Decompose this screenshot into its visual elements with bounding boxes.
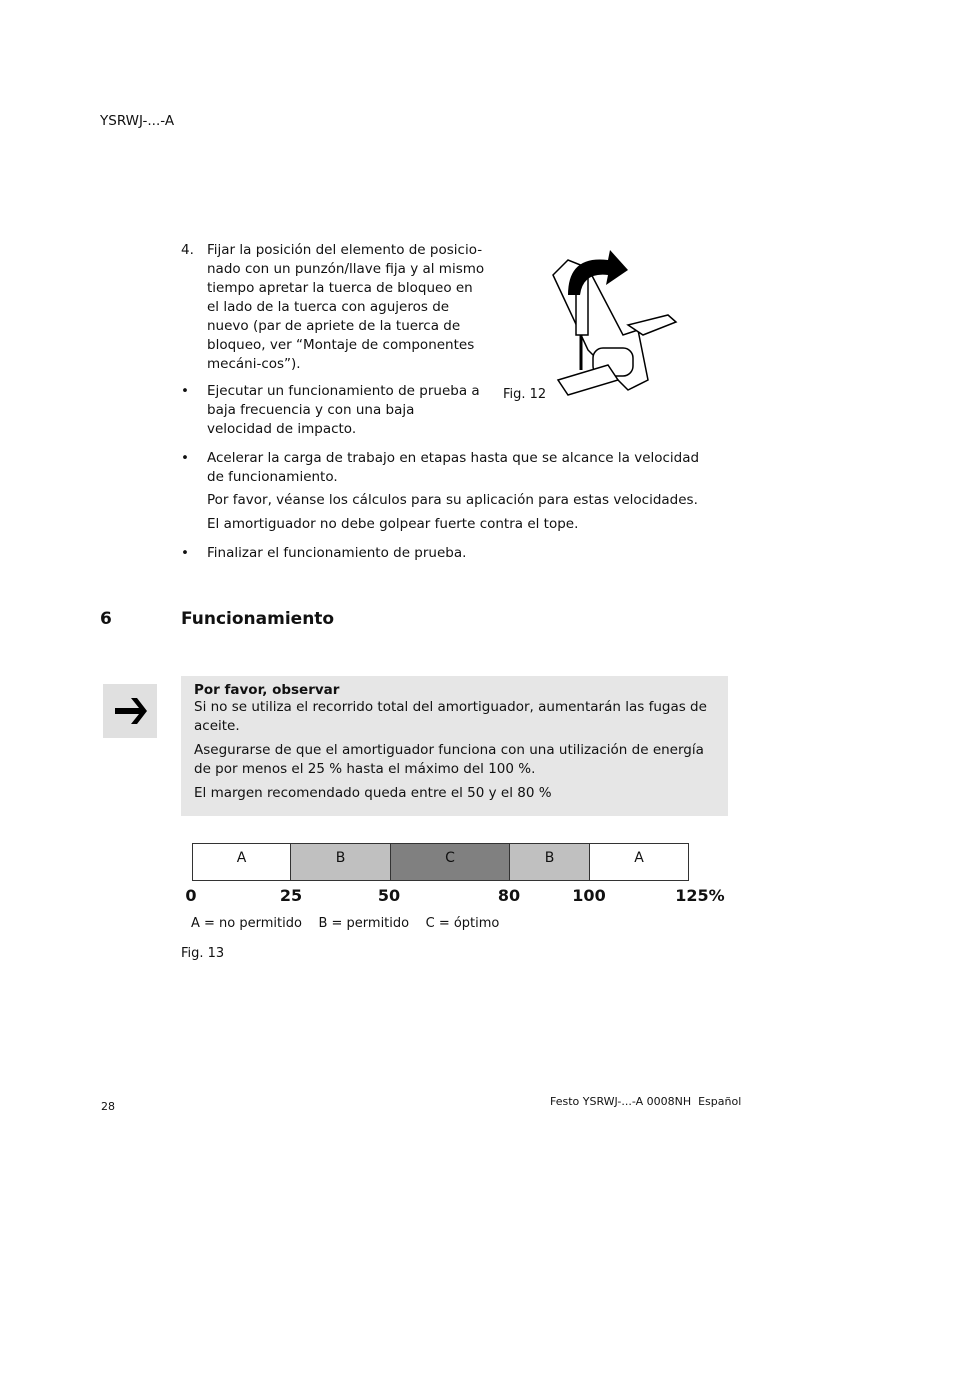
bullet-paragraph: El amortiguador no debe golpear fuerte contra el tope. xyxy=(207,516,579,532)
note-paragraph: Si no se utiliza el recorrido total del amortiguador, aumentarán las fugas de aceite. xyxy=(194,699,707,734)
tick-label: 125% xyxy=(675,886,725,905)
tick-label: 0 xyxy=(185,886,197,905)
note-paragraph: El margen recomendado queda entre el 50 y el 80 % xyxy=(194,785,552,801)
arrow-right-icon xyxy=(103,684,157,738)
bullet: • xyxy=(181,545,189,561)
section-number: 6 xyxy=(100,609,112,629)
tick-label: 80 xyxy=(497,886,521,905)
tick-label: 50 xyxy=(377,886,401,905)
bar-segment-B: B xyxy=(509,843,590,881)
footer-doc: Festo YSRWJ-...-A 0008NH Español xyxy=(550,1095,742,1108)
note-box xyxy=(181,676,728,816)
bullet-paragraph: Por favor, véanse los cálculos para su aplicación para estas velocidades. xyxy=(207,492,698,508)
header-doc-id: YSRWJ-...-A xyxy=(100,113,175,129)
note-title: Por favor, observar xyxy=(194,682,340,698)
step-text: Fijar la posición del elemento de posicio-nado con un punzón/llave fija y al mismo tiempo apretar la tuerca de bloqueo en el lado de la tuerca con agujeros de nuevo (par de apriete de la tuerca de bloqueo, ver “Montaje de componentes mecáni-cos”). xyxy=(207,242,485,372)
bullet: • xyxy=(181,450,189,466)
bullet: • xyxy=(181,383,189,399)
tick-label: 25 xyxy=(279,886,303,905)
step-number: 4. xyxy=(181,242,194,258)
note-paragraph: Asegurarse de que el amortiguador funciona con una utilización de energía de por menos el 25 % hasta el máximo del 100 %. xyxy=(194,742,704,777)
wrench-illustration xyxy=(548,240,678,400)
bar-segment-A: A xyxy=(192,843,291,881)
note-icon-box xyxy=(103,684,157,738)
bar-segment-C: C xyxy=(390,843,510,881)
bullet-text: Ejecutar un funcionamiento de prueba a baja frecuencia y con una baja velocidad de impacto. xyxy=(207,383,480,437)
page-number: 28 xyxy=(101,1100,115,1113)
bar-segment-A: A xyxy=(589,843,689,881)
bar-segment-B: B xyxy=(290,843,391,881)
section-title: Funcionamiento xyxy=(181,609,335,629)
bullet-text: Acelerar la carga de trabajo en etapas hasta que se alcance la velocidad de funcionamiento. xyxy=(207,450,700,485)
figure-caption: Fig. 13 xyxy=(181,946,225,961)
chart-legend: A = no permitido B = permitido C = óptimo xyxy=(191,916,500,931)
figure-caption: Fig. 12 xyxy=(503,387,547,402)
bullet-text: Finalizar el funcionamiento de prueba. xyxy=(207,545,467,561)
tick-label: 100 xyxy=(572,886,606,905)
